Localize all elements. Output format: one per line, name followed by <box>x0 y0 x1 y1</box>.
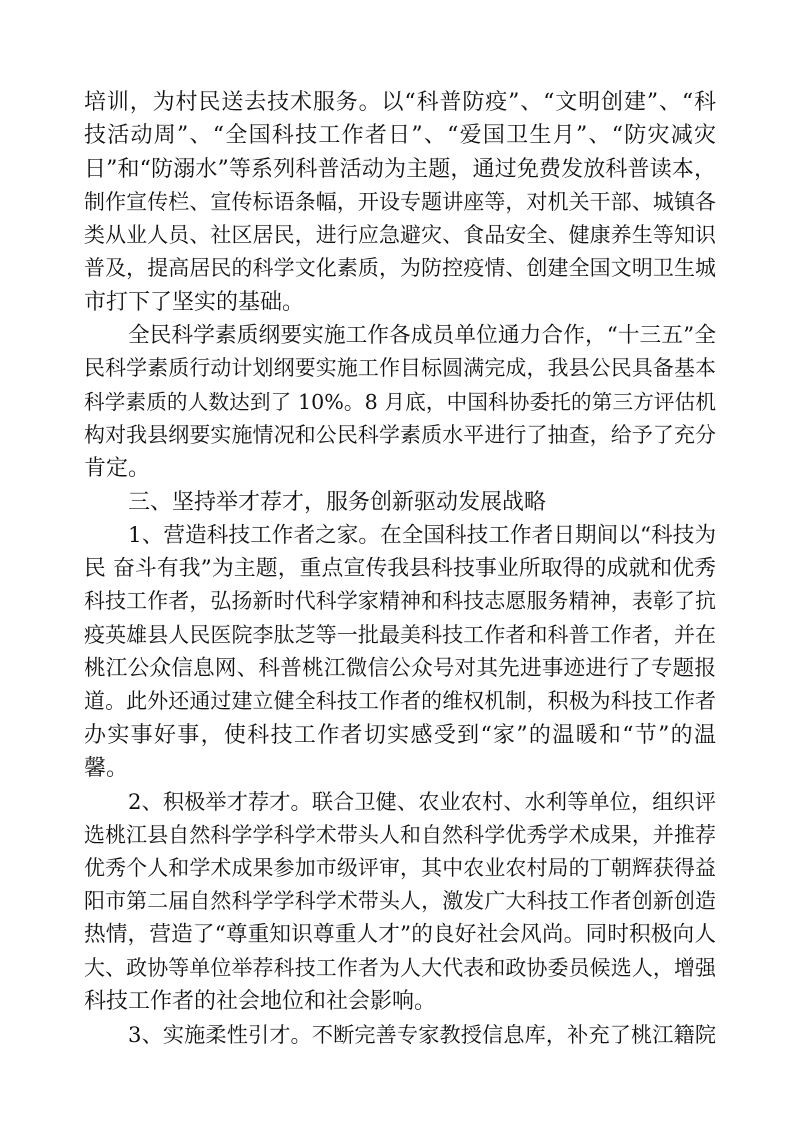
text-line: 构对我县纲要实施情况和公民科学素质水平进行了抽查，给予了充分 <box>84 422 716 447</box>
text-line: 大、政协等单位举荐科技工作者为人大代表和政协委员候选人，增强 <box>84 955 716 980</box>
text-line: 培训，为村民送去技术服务。以“科普防疫”、“文明创建”、“科 <box>84 90 716 115</box>
text-line: 制作宣传栏、宣传标语条幅，开设专题讲座等，对机关干部、城镇各 <box>84 189 716 214</box>
text-line: 日”和“防溺水”等系列科普活动为主题，通过免费发放科普读本， <box>84 156 716 182</box>
text-line: 3、实施柔性引才。不断完善专家教授信息库，补充了桃江籍院 <box>128 1022 716 1048</box>
text-line: 科技工作者的社会地位和社会影响。 <box>84 989 437 1015</box>
text-line: 三、坚持举才荐才，服务创新驱动发展战略 <box>128 489 547 515</box>
text-line: 馨。 <box>84 755 129 781</box>
text-line: 科学素质的人数达到了 10%。8 月底，中国科协委托的第三方评估机 <box>84 389 716 414</box>
text-line: 科技工作者，弘扬新时代科学家精神和科技志愿服务精神，表彰了抗 <box>84 589 716 614</box>
text-line: 2、积极举才荐才。联合卫健、农业农村、水利等单位，组织评 <box>128 789 716 815</box>
text-line: 办实事好事，使科技工作者切实感受到“家”的温暖和“节”的温 <box>84 722 716 748</box>
text-line: 民 奋斗有我”为主题，重点宣传我县科技事业所取得的成就和优秀 <box>84 556 716 582</box>
text-line: 热情，营造了“尊重知识尊重人才”的良好社会风尚。同时积极向人 <box>84 922 716 948</box>
text-line: 道。此外还通过建立健全科技工作者的维权机制，积极为科技工作者 <box>84 689 716 714</box>
text-line: 阳市第二届自然科学学科学术带头人，激发广大科技工作者创新创造 <box>84 889 716 914</box>
document-body <box>84 86 716 1052</box>
text-line: 市打下了坚实的基础。 <box>84 289 305 315</box>
text-line: 肯定。 <box>84 456 151 482</box>
text-line: 优秀个人和学术成果参加市级评审，其中农业农村局的丁朝辉获得益 <box>84 855 716 880</box>
text-line: 民科学素质行动计划纲要实施工作目标圆满完成，我县公民具备基本 <box>84 356 716 381</box>
text-line: 1、营造科技工作者之家。在全国科技工作者日期间以“科技为 <box>128 522 716 548</box>
text-line: 桃江公众信息网、科普桃江微信公众号对其先进事迹进行了专题报 <box>84 656 716 682</box>
text-line: 选桃江县自然科学学科学术带头人和自然科学优秀学术成果，并推荐 <box>84 822 716 847</box>
text-line: 全民科学素质纲要实施工作各成员单位通力合作，“十三五”全 <box>128 323 716 349</box>
text-line: 疫英雄县人民医院李肽芝等一批最美科技工作者和科普工作者，并在 <box>84 622 716 647</box>
text-line: 类从业人员、社区居民，进行应急避灾、食品安全、健康养生等知识 <box>84 223 716 248</box>
text-line: 普及，提高居民的科学文化素质，为防控疫情、创建全国文明卫生城 <box>84 256 716 281</box>
text-line: 技活动周”、“全国科技工作者日”、“爱国卫生月”、“防灾减灾 <box>84 123 716 149</box>
